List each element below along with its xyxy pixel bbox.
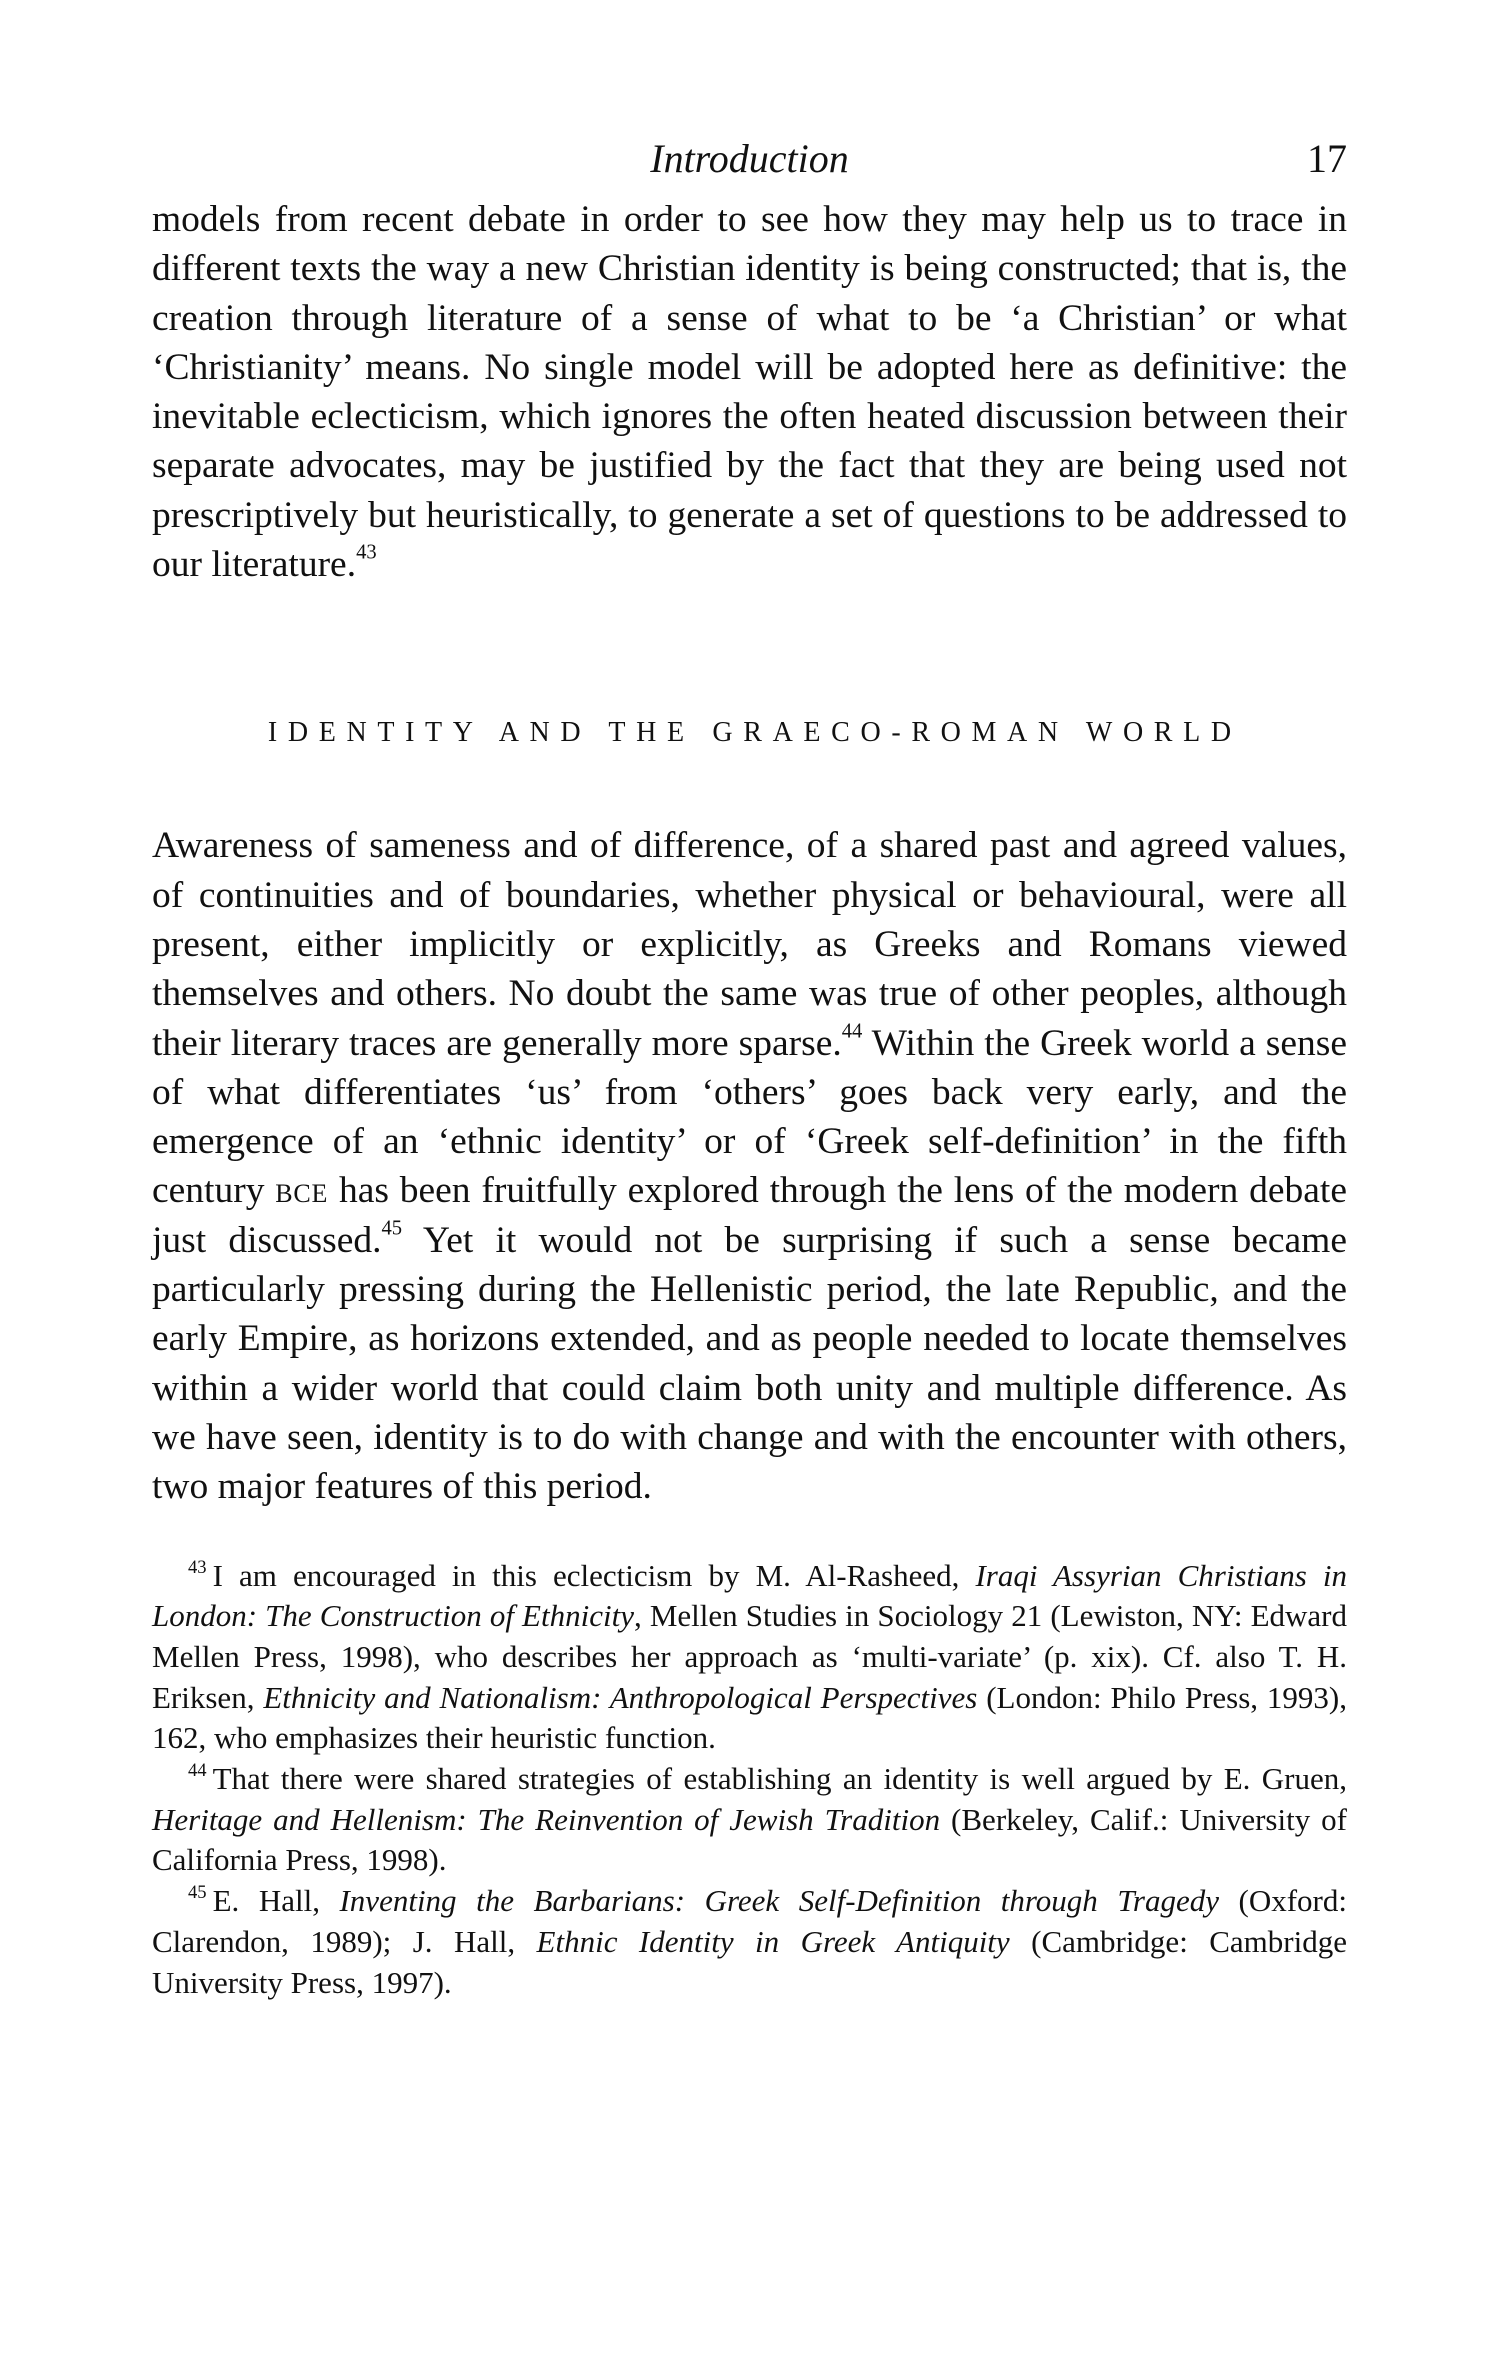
running-head-title: Introduction (650, 136, 849, 181)
era-abbreviation: bce (275, 1170, 329, 1212)
footnotes (152, 1556, 1347, 2004)
footnote-ref-43: 43 (356, 541, 377, 564)
footnote-text: I am encouraged in this eclecticism by M. Al-Rasheed, (212, 1557, 976, 1593)
footnote-text: E. Hall, (212, 1883, 340, 1919)
footnote-text: (Berkeley, Calif.: University of California Press, 1998). (152, 1801, 1348, 1878)
footnote-43 (152, 1556, 1347, 1760)
footnote-text: , Mellen Studies in Sociology 21 (Lewiston, NY: Edward Mellen Press, 1998), who describes her approach as ‘multi-variate’ (p. xix). Cf. also T. H. Eriksen, (152, 1598, 1347, 1715)
footnote-number: 44 (188, 1760, 207, 1782)
footnote-text: (London: Philo Press, 1993), 162, who emphasizes their heuristic function. (152, 1679, 1347, 1756)
section-heading: IDENTITY AND THE GRAECO-ROMAN WORLD (267, 717, 1242, 749)
section-paragraph-part3: has been fruitfully explored through the lens of the modern debate just discussed. (152, 1170, 1347, 1261)
footnote-title: Heritage and Hellenism: The Reinvention of Jewish Tradition (152, 1801, 941, 1837)
footnote-title: Iraqi Assyrian Christians in London: The Construction of Ethnicity (152, 1557, 1347, 1634)
page-number: 17 (1307, 136, 1347, 181)
footnote-title: Ethnic Identity in Greek Antiquity (536, 1923, 1010, 1959)
opening-paragraph-text: models from recent debate in order to see how they may help us to trace in different texts the way a new Christian identity is being constructed; that is, the creation through literature of a sense of what to be ‘a Christian’ or what ‘Christianity’ means. No single model will be adopted here as definitive: the inevitable eclecticism, which ignores the often heated discussion between their separate advocates, may be justified by the fact that they are being used not prescriptively but heuristically, to generate a set of questions to be addressed to our literature. (152, 199, 1347, 586)
footnote-44 (152, 1759, 1347, 1881)
book-page (152, 135, 1347, 2003)
footnote-title: Inventing the Barbarians: Greek Self-Definition through Tragedy (339, 1883, 1219, 1919)
section-paragraph-part2: Within the Greek world a sense of what differentiates ‘us’ from ‘others’ goes back very early, and the emergence of an ‘ethnic identity’ or of ‘Greek self-definition’ in the fifth century (152, 1022, 1347, 1212)
running-head (152, 135, 1347, 195)
footnote-text: (Oxford: Clarendon, 1989); J. Hall, (152, 1883, 1347, 1959)
footnote-text: That there were shared strategies of establishing an identity is well argued by E. Gruen, (212, 1761, 1347, 1797)
section-paragraph-part4: Yet it would not be surprising if such a sense became particularly pressing during the Hellenistic period, the late Republic, and the early Empire, as horizons extended, and as people needed to locate themselves within a wider world that could claim both unity and multiple difference. As we have seen, identity is to do with change and with the encounter with others, two major features of this period. (152, 1219, 1347, 1508)
footnote-number: 43 (188, 1556, 207, 1578)
footnote-ref-44: 44 (841, 1020, 863, 1043)
section-paragraph-part1: Awareness of sameness and of difference, of a shared past and agreed values, of continuities and of boundaries, whether physical or behavioural, were all present, either implicitly or explicitly, as Greeks and Romans viewed themselves and others. No doubt the same was true of other peoples, although their literary traces are generally more sparse. (152, 825, 1347, 1064)
footnote-45 (152, 1881, 1347, 2003)
footnote-ref-45: 45 (381, 1217, 403, 1240)
section-paragraph (152, 821, 1347, 1511)
footnote-title: Ethnicity and Nationalism: Anthropological Perspectives (263, 1679, 978, 1715)
opening-paragraph (152, 195, 1347, 589)
footnote-number: 45 (188, 1882, 207, 1904)
footnote-text: (Cambridge: Cambridge University Press, 1997). (152, 1923, 1347, 2000)
